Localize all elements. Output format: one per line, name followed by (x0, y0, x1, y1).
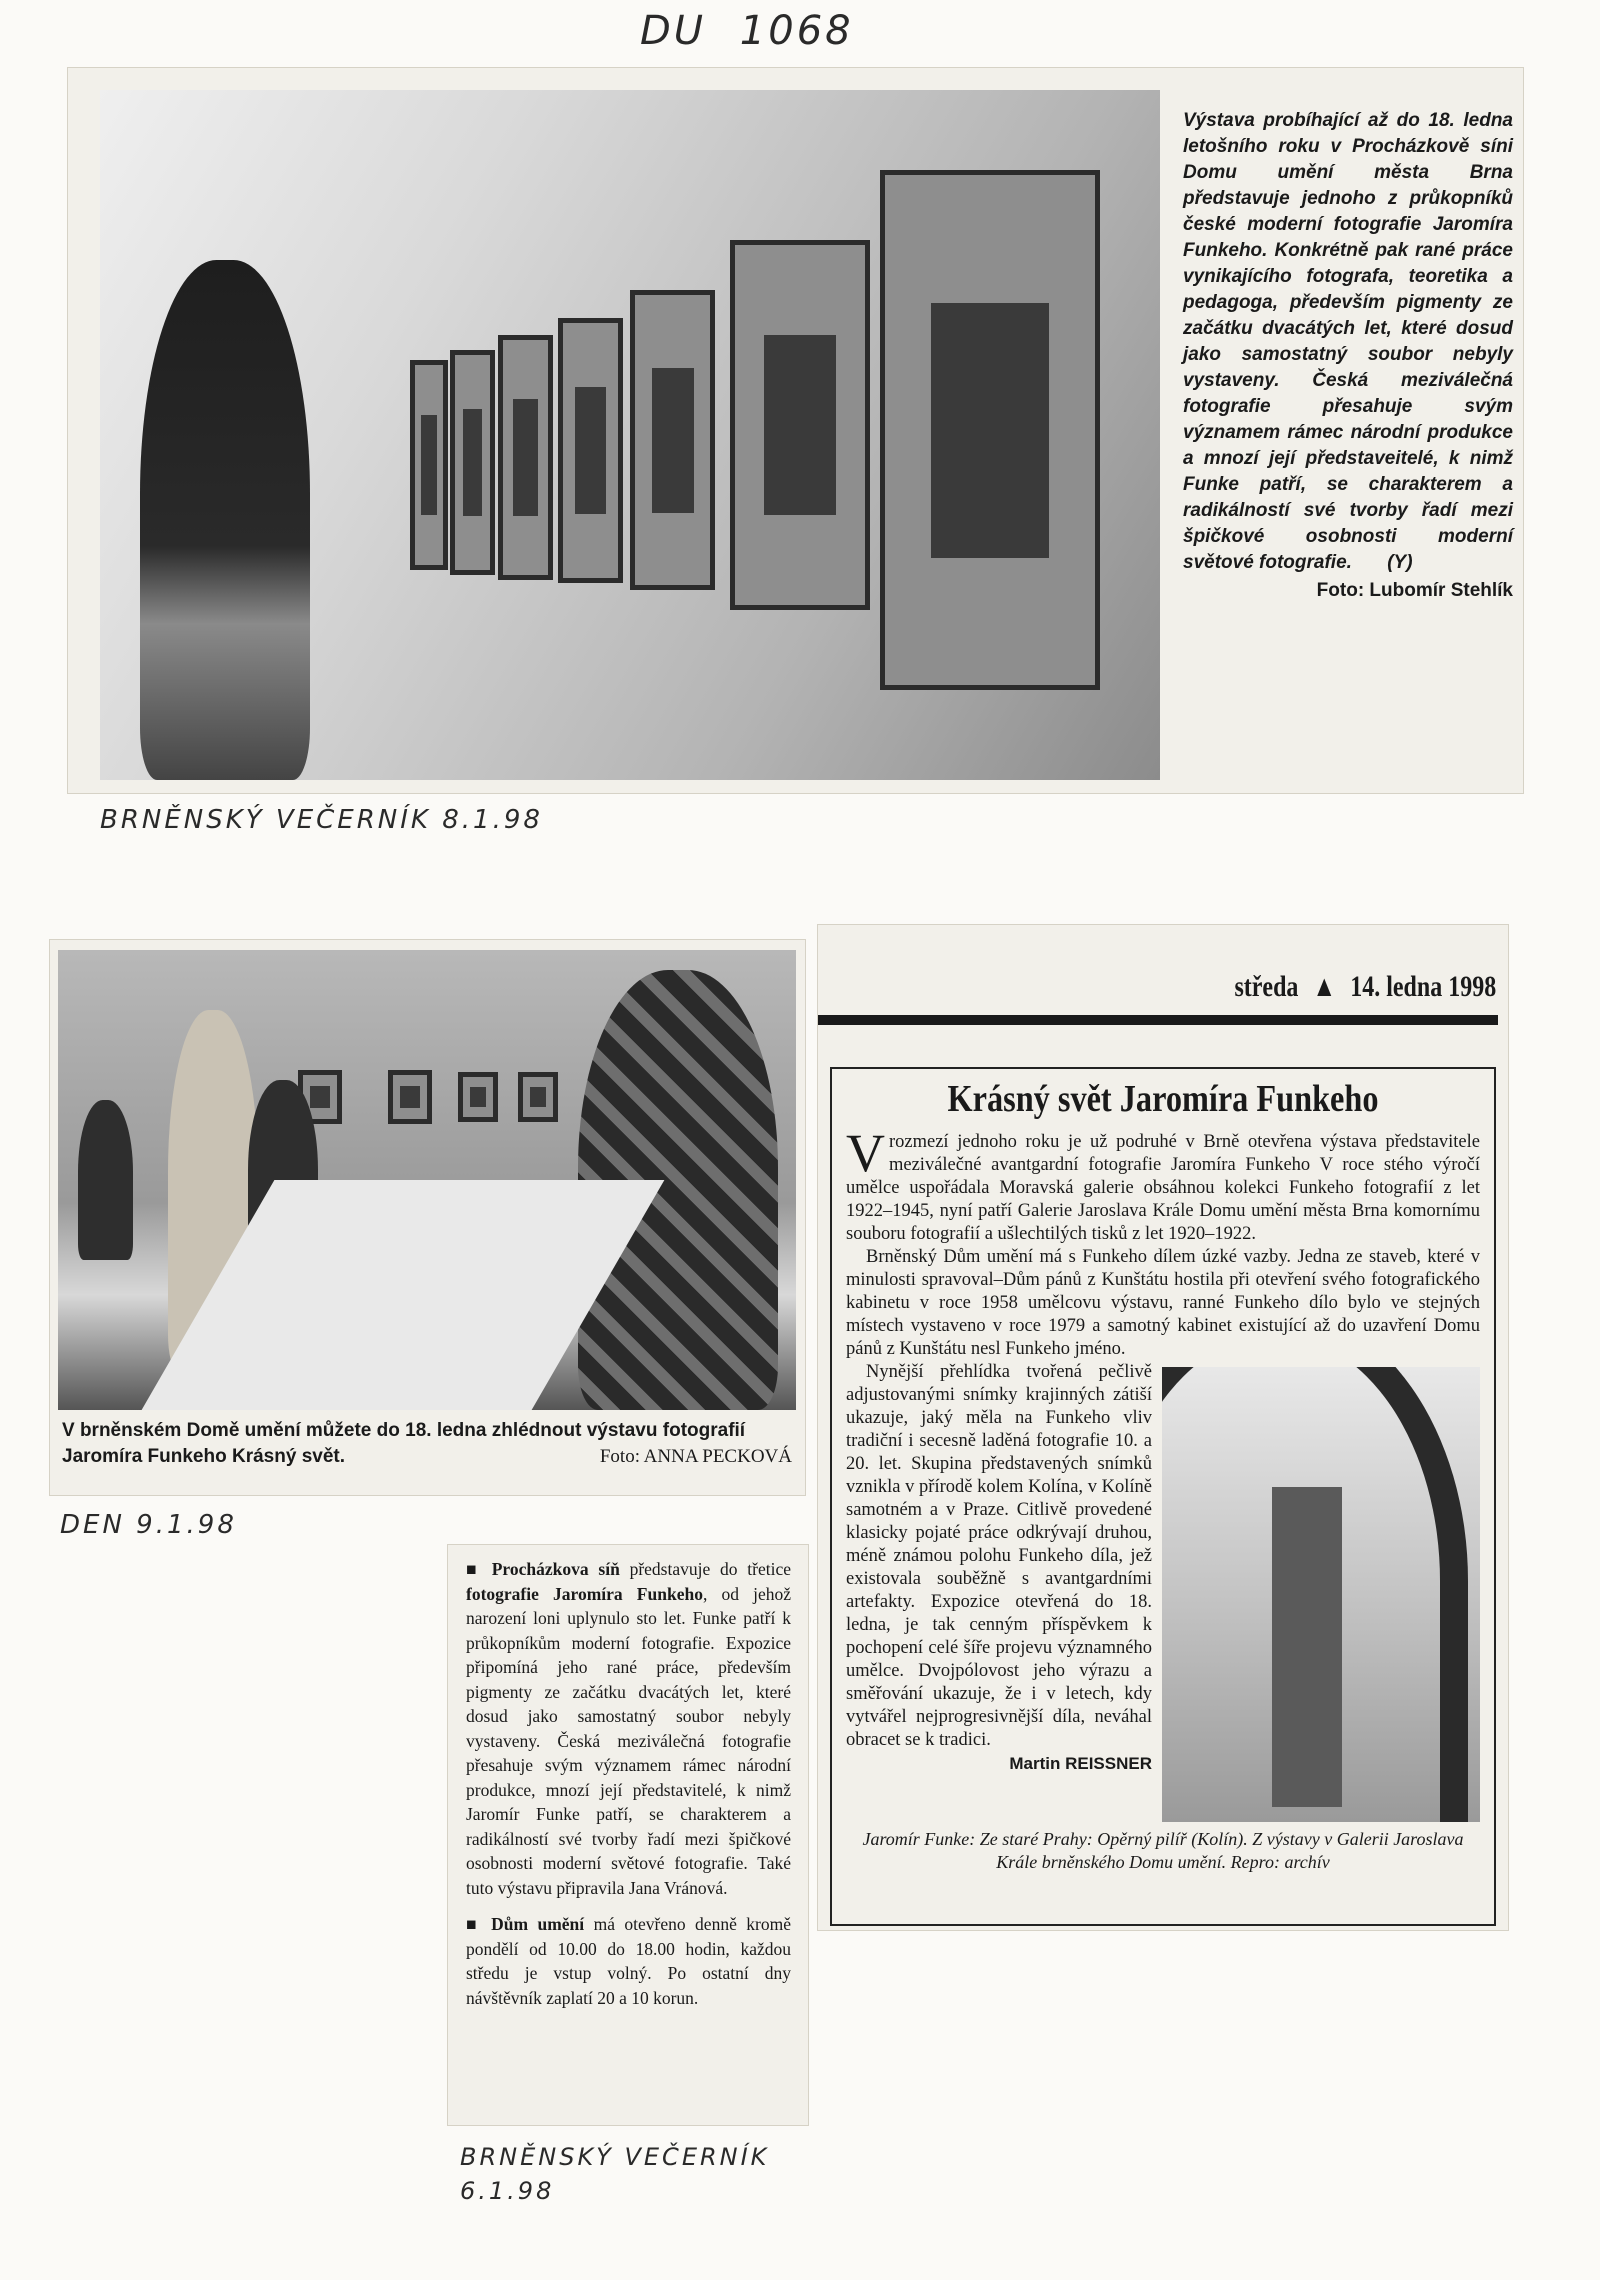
clip3-source-line2: 6.1.98 (460, 2177, 555, 2205)
archive-number: 1068 (739, 8, 854, 54)
frame-5 (630, 290, 715, 590)
wall-frame-d (518, 1072, 558, 1122)
pillar-tower (1272, 1487, 1342, 1807)
clip4-body (846, 1123, 1480, 1874)
clip3-paragraph-1 (466, 1557, 791, 1900)
clipping-2 (50, 940, 805, 1495)
clipping-4 (818, 925, 1508, 1930)
exhibition-photo-2 (58, 950, 796, 1410)
clip2-credit: Foto: ANNA PECKOVÁ (599, 1446, 792, 1467)
clip2-source-note: DEN 9.1.98 (60, 1510, 237, 1540)
pillar-photo (1162, 1367, 1480, 1822)
clip1-caption-text: Výstava probíhající až do 18. ledna letošního roku v Procházkově síni Domu umění města Brna představuje jednoho z průkopníků české moderní fotografie Jaromíra Funkeho. Konkrétně pak rané práce vynikajícího fotografa, teoretika a pedagoga, především pigmenty ze začátku dvacátých let, které dosud jako samostatný soubor nebyly vystaveny. Česká meziválečná fotografie přesahuje svým významem rámec národní produkce a mnozí její představeitelé, k nimž Funke patří, se charakterem a radikálností své tvorby řadí mezi špičkové osobnosti moderní světové fotografie. (1183, 110, 1513, 573)
clip3-p1-c: , od jehož narození loni uplynulo sto let. Funke patří k průkopníkům moderní fotografie. Expozice připomíná jeho rané práce, především pigmenty ze začátku dvacátých let, které dosud jako samostatný soubor nebyly vystaveny. Česká meziválečná fotografie přesahuje svým významem rámec národní produkce, mnozí její představitelé, k nimž Jaromír Funke patří, se charakterem a radikálností své tvorby řadí mezi špičkové osobnosti moderní světové fotografie. Také tuto výstavu připravila Jana Vránová. (466, 1583, 791, 1898)
wall-frame-c (458, 1072, 498, 1122)
frame-6 (730, 240, 870, 610)
triangle-icon: ▲ (1312, 970, 1336, 1003)
dateline-day: středa (1234, 970, 1299, 1003)
clip3-p1-a: představuje do třetice (619, 1559, 791, 1579)
clip1-source-note: BRNĚNSKÝ VEČERNÍK 8.1.98 (100, 805, 543, 835)
clip3-paragraph-2 (466, 1912, 791, 2010)
clip4-p2-text: Brněnský Dům umění má s Funkeho dílem úzké vazby. Jedna ze staveb, které v minulosti spravoval–Dům pánů z Kunštátu hostila při otevření svého fotografického kabinetu v roce 1958 umělcovu výstavu, ranné Funkeho dílo bylo ve stejných místech vystaveno v roce 1979 a samotný kabinet existující až do uzavření Domu pánů z Kunštátu nesl Funkeho jméno. (846, 1247, 1480, 1359)
clip4-paragraph-2 (846, 1246, 1480, 1361)
clip4-photo-caption: Jaromír Funke: Ze staré Prahy: Opěrný pilíř (Kolín). Z výstavy v Galerii Jaroslava Krále brněnského Domu umění. Repro: archív (862, 1829, 1464, 1872)
frame-3 (498, 335, 553, 580)
clip1-signature: (Y) (1387, 552, 1413, 573)
frame-2 (450, 350, 495, 575)
clip4-paragraph-1 (846, 1123, 1480, 1246)
visitor-silhouette (140, 260, 310, 780)
clip1-caption (1183, 108, 1513, 604)
visitor-1 (78, 1100, 133, 1260)
dateline (1234, 970, 1496, 1004)
clip2-caption-text: V brněnském Domě umění můžete do 18. ledna zhlédnout výstavu fotografií Jaromíra Funkeho Krásný svět. (62, 1420, 746, 1467)
frame-4 (558, 318, 623, 583)
clip3-p2-text: má otevřeno denně kromě pondělí od 10.00 do 18.00 hodin, každou středu je vstup volný. Po ostatní dny návštěvník zaplatí 20 a 10 korun. (466, 1914, 791, 2008)
dropcap: V (846, 1123, 885, 1183)
archive-prefix: DU (640, 8, 707, 54)
archive-reference (640, 8, 854, 54)
clip4-author: Martin REISSNER (1009, 1754, 1152, 1773)
dateline-rule (818, 1015, 1498, 1025)
clipping-3 (448, 1545, 808, 2125)
wall-frame-b (388, 1070, 432, 1124)
frame-1 (410, 360, 448, 570)
clip3-p1-lead: Procházkova síň (491, 1559, 620, 1579)
clip4-p3-text: Nynější přehlídka tvořená pečlivě adjustovanými snímky krajinných zátiší ukazuje, jaký měla na Funkeho vliv tradiční i secesně laděná fotografie 10. a 20. let. Skupina představených snímků vznikla v přírodě kolem Kolína, v Kolíně samotném a v Praze. Citlivě provedené klasicky pojaté práce odkrývají druhou, méně známou polohu Funkeho díla, jež existovala souběžně s avantgardními artefakty. Expozice otevřená do 18. ledna, je tak cenným příspěvkem k pochopení celé šíře projevu významného umělce. Dvojpólovost jeho výrazu a směřování ukazuje, že i v letech, kdy vytvářel nejprogresivnější díla, neváhal obracet se k tradici. (846, 1362, 1152, 1750)
clip3-p1-b: fotografie Jaromíra Funkeho (466, 1583, 703, 1604)
clip3-source-line1: BRNĚNSKÝ VEČERNÍK (460, 2143, 770, 2171)
clip1-credit: Foto: Lubomír Stehlík (1316, 580, 1513, 601)
clipping-1 (68, 68, 1523, 793)
article-box (830, 1067, 1496, 1926)
clip4-p1-text: rozmezí jednoho roku je už podruhé v Brně otevřena výstava představitele meziválečné avantgardní fotografie Jaromíra Funkeho V roce stého výročí umělce uspořádala Moravská galerie obsáhnou kolekci Funkeho fotografií z let 1922–1945, nyní patří Galerie Jaroslava Krále Domu umění města Brna komornímu souboru fotografií a ušlechtilých tisků z let 1920–1922. (846, 1132, 1480, 1244)
bullet-square-icon: ■ (466, 1559, 492, 1579)
clip2-caption (62, 1418, 792, 1470)
gallery-photo-1 (100, 90, 1160, 780)
clip3-text (466, 1557, 791, 2010)
bullet-square-icon: ■ (466, 1914, 492, 1934)
clip4-lower (846, 1361, 1480, 1775)
clip3-source-note (460, 2140, 769, 2208)
clip4-headline: Krásný svět Jaromíra Funkeho (947, 1078, 1379, 1120)
dateline-date: 14. ledna 1998 (1349, 970, 1496, 1003)
frame-7 (880, 170, 1100, 690)
clip3-p2-lead: Dům umění (491, 1914, 585, 1934)
